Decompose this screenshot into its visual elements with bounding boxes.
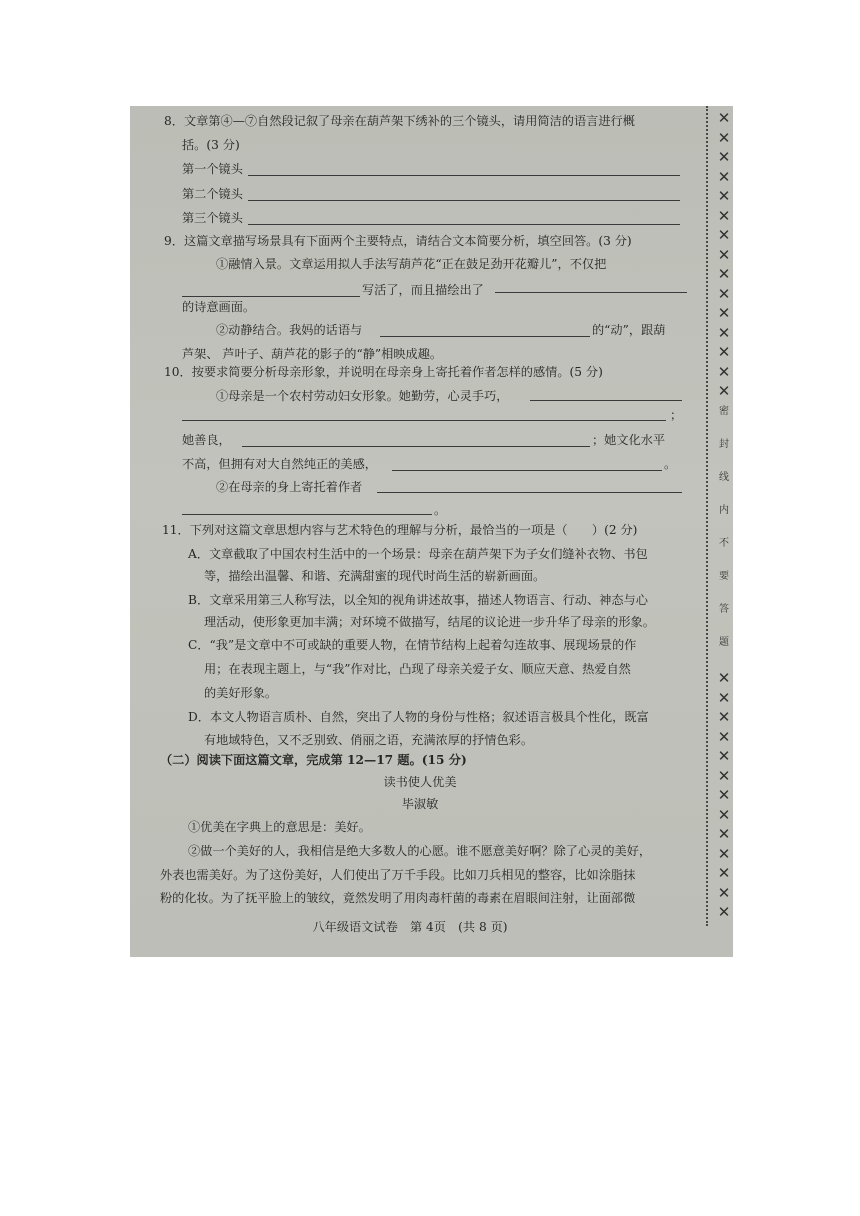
q10-p1: ①母亲是一个农村劳动妇女形象。她勤劳，心灵手巧， [216,389,509,403]
exam-page [130,106,733,957]
q8-line2: 括。(3 分) [182,138,240,152]
q8-shot2-answer-line[interactable] [248,200,680,201]
seal-x-mark: ✕ [717,245,731,264]
q11-option-b-line2[interactable]: 理活动，使形象更加丰满；对环境不做描写，结尾的议论进一步升华了母亲的形象。 [204,615,655,629]
seal-text-char: 不 [719,538,729,549]
q9-p1b: 写活了，而且描绘出了 [362,283,484,297]
q8-shot3-label: 第三个镜头 [182,211,243,225]
q11-option-c-line1[interactable]: C．“我”是文章中不可或缺的重要人物，在情节结构上起着勾连故事、展现场景的作 [188,638,637,652]
q11-option-d-line1[interactable]: D．本文人物语言质朴、自然，突出了人物的身份与性格；叙述语言极具个性化，既富 [188,710,649,724]
seal-text-char: 要 [719,571,729,582]
page-footer: 八年级语文试卷 第 4页 (共 8 页) [312,920,508,934]
q10-line1: 10．按要求简要分析母亲形象，并说明在母亲身上寄托着作者怎样的感情。(5 分) [164,365,603,379]
seal-x-mark: ✕ [717,766,731,785]
seal-x-mark: ✕ [717,284,731,303]
q11-option-c-line3[interactable]: 的美好形象。 [204,686,278,700]
q9-p2a: ②动静结合。我妈的话语与 [216,323,363,337]
q10-blank5[interactable] [377,492,682,493]
q11-option-a-line2[interactable]: 等，描绘出温馨、和谐、充满甜蜜的现代时尚生活的崭新画面。 [204,569,546,583]
q10-blank2[interactable] [182,420,666,421]
seal-x-mark: ✕ [717,323,731,342]
q11-option-a-line1[interactable]: A．文章截取了中国农村生活中的一个场景：母亲在葫芦架下为子女们缝补衣物、书包 [188,547,648,561]
q11-line1: 11．下列对这篇文章思想内容与艺术特色的理解与分析，最恰当的一项是（ ）(2 分) [162,523,638,537]
q10-blank4[interactable] [392,470,662,471]
seal-x-mark: ✕ [717,747,731,765]
part2-heading: （二）阅读下面这篇文章，完成第 12—17 题。(15 分) [160,753,467,767]
seal-x-mark: ✕ [717,167,731,186]
article-para2-line3: 粉的化妆。为了抚平脸上的皱纹，竟然发明了用肉毒杆菌的毒素在眉眼间注射，让面部微 [160,891,636,905]
seal-text-char: 密 [719,406,729,417]
dotted-seal-line [706,106,708,926]
seal-x-mark: ✕ [717,382,731,400]
q10-blank3[interactable] [242,446,590,447]
seal-x-mark: ✕ [717,903,731,921]
article-para1: ①优美在字典上的意思是：美好。 [188,820,371,834]
q10-blank6[interactable] [182,514,432,515]
seal-x-mark: ✕ [717,805,731,824]
seal-x-mark: ✕ [717,226,731,244]
q11-option-d-line2[interactable]: 有地域特色，又不乏别致、俏丽之语，充满浓厚的抒情色彩。 [204,733,534,747]
q10-p3a: 不高，但拥有对大自然纯正的美感， [182,457,377,471]
q8-shot1-answer-line[interactable] [248,175,680,176]
article-title: 读书使人优美 [383,775,457,789]
seal-x-mark: ✕ [717,786,731,804]
q10-p4-end: 。 [434,503,447,517]
q8-shot3-answer-line[interactable] [248,224,680,225]
q10-p3-end: 。 [664,457,677,471]
q9-p1c: 的诗意画面。 [182,300,256,314]
seal-x-mark: ✕ [717,128,731,147]
q10-p4: ②在母亲的身上寄托着作者 [216,480,363,494]
article-para2-line2: 外表也需美好。为了这份美好，人们使出了万千手段。比如刀兵相见的整容，比如涂脂抹 [160,868,636,882]
q9-blank1[interactable] [182,296,360,297]
seal-x-mark: ✕ [717,206,731,225]
q9-blank2[interactable] [495,292,687,293]
article-para2-line1: ②做一个美好的人，我相信是绝大多数人的心愿。谁不愿意美好啊？除了心灵的美好， [188,844,652,858]
q10-p2a: 她善良， [182,433,231,447]
seal-x-mark: ✕ [717,343,731,361]
seal-x-mark: ✕ [717,187,731,205]
seal-x-mark: ✕ [717,304,731,322]
seal-x-mark: ✕ [717,825,731,843]
q10-p2b: ；她文化水平 [592,433,666,447]
q9-p2c: 芦架、 芦叶子、葫芦花的影子的“静”相映成趣。 [182,347,443,361]
q9-p2b: 的“动”，跟葫 [592,323,666,337]
q10-blank1[interactable] [530,400,682,401]
seal-text-char: 线 [719,472,729,483]
q10-semicolon1: ； [670,408,683,422]
q9-blank3[interactable] [380,336,590,337]
seal-text-char: 内 [719,505,729,516]
seal-x-mark: ✕ [717,688,731,707]
q9-line1: 9．这篇文章描写场景具有下面两个主要特点，请结合文本简要分析，填空回答。(3 分) [164,234,632,248]
seal-x-mark: ✕ [717,109,731,127]
q8-shot2-label: 第二个镜头 [182,187,243,201]
q9-p1a: ①融情入景。文章运用拟人手法写葫芦花“正在鼓足劲开花瓣儿”，不仅把 [216,257,607,271]
seal-text-char: 答 [719,604,729,615]
seal-x-mark: ✕ [717,669,731,687]
seal-text-char: 题 [719,637,729,648]
q8-shot1-label: 第一个镜头 [182,162,243,176]
q11-option-b-line1[interactable]: B．文章采用第三人称写法，以全知的视角讲述故事，描述人物语言、行动、神态与心 [188,593,648,607]
q11-option-c-line2[interactable]: 用；在表现主题上，与“我”作对比，凸现了母亲关爱子女、顺应天意、热爱自然 [204,662,631,676]
seal-x-mark: ✕ [717,708,731,726]
seal-x-mark: ✕ [717,727,731,746]
seal-x-mark: ✕ [717,844,731,863]
seal-x-mark: ✕ [717,362,731,381]
q8-line1: 8．文章第④—⑦自然段记叙了母亲在葫芦架下绣补的三个镜头，请用简洁的语言进行概 [164,114,635,128]
seal-text-char: 封 [719,439,729,450]
seal-x-mark: ✕ [717,265,731,283]
seal-x-mark: ✕ [717,883,731,902]
seal-x-mark: ✕ [717,864,731,882]
article-author: 毕淑敏 [401,797,439,811]
seal-x-mark: ✕ [717,148,731,166]
seal-line-margin [706,106,733,926]
